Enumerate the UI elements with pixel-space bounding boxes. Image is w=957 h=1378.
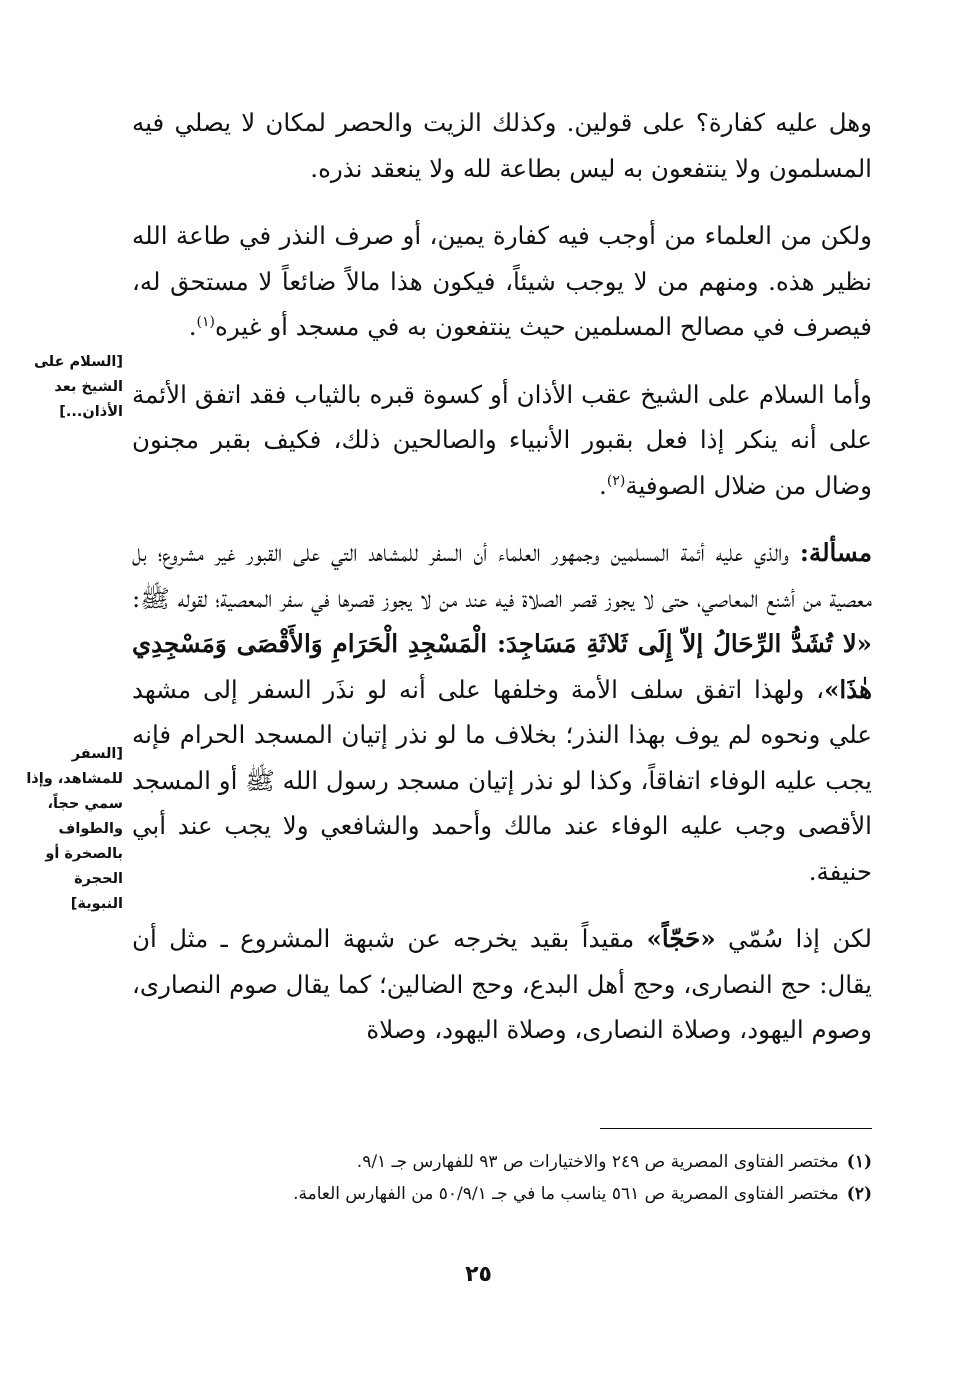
paragraph-2-tail: . bbox=[188, 312, 197, 341]
main-text-block bbox=[132, 100, 872, 1075]
page-number: ٢٥ bbox=[465, 1262, 492, 1287]
paragraph-3-text: وأما السلام على الشيخ عقب الأذان أو كسوة قبره بالثياب فقد اتفق الأئمة على أنه ينكر إذا فعل بقبور الأنبياء والصالحين ذلك، فكيف بقبر مجنون وضال من ضلال الصوفية bbox=[132, 379, 872, 500]
footnote-ref-2[interactable]: (٢) bbox=[606, 472, 626, 489]
paragraph-2 bbox=[132, 213, 872, 350]
paragraph-2-text: ولكن من العلماء من أوجب فيه كفارة يمين، أو صرف النذر في طاعة الله نظير هذه. ومنهم من لا يوجب شيئاً، فيكون هذا مالاً ضائعاً لا مستحق له، فيصرف في مصالح المسلمين حيث ينتفعون به في مسجد أو غيره bbox=[132, 221, 872, 341]
footnote-separator bbox=[600, 1128, 872, 1129]
footnote-2-mark: (٢) bbox=[846, 1184, 872, 1204]
paragraph-1-text: وهل عليه كفارة؟ على قولين. وكذلك الزيت والحصر لمكان لا يصلي فيه المسلمون ولا ينتفعون به ليس بطاعة لله ولا ينعقد نذره. bbox=[132, 108, 872, 183]
paragraph-5 bbox=[132, 916, 872, 1053]
margin-note-travel: [السفر للمشاهد، وإذا سمي حجاً، والطواف بالصخرة أو الحجرة النبوية] bbox=[26, 746, 123, 912]
paragraph-3-tail: . bbox=[599, 470, 607, 500]
footnote-1-text: مختصر الفتاوى المصرية ص ٢٤٩ والاختيارات ص ٩٣ للفهارس جـ ٩/١. bbox=[356, 1152, 839, 1172]
footnotes bbox=[132, 1146, 872, 1210]
paragraph-4-lead: مسألة: bbox=[799, 538, 872, 567]
paragraph-5-after: مقيداً بقيد يخرجه عن شبهة المشروع ـ مثل أن يقال: حج النصارى، وحج أهل البدع، وحج الضالين؛ كما يقال صوم النصارى، وصوم اليهود، وصلاة النصارى، وصلاة اليهود، وصلاة bbox=[132, 924, 872, 1044]
paragraph-4-after-hadith: ، ولهذا اتفق سلف الأمة وخلفها على أنه لو نذَر السفر إلى مشهد علي ونحوه لم يوف بهذا النذر؛ بخلاف ما لو نذر إتيان المسجد الحرام فإنه يجب عليه الوفاء اتفاقاً، وكذا لو نذر إتيان مسجد رسول الله ﷺ أو المسجد الأقصى وجب عليه الوفاء عند مالك وأحمد والشافعي ولا يجب عند أبي حنيفة. bbox=[132, 674, 872, 886]
footnote-ref-1[interactable]: (١) bbox=[196, 313, 215, 330]
hadith-quote: «لا تُشَدُّ الرِّحَالُ إلاّ إِلَى ثَلاثَةِ مَسَاجِدَ: الْمَسْجِدِ الْحَرَامِ وَالأَقْصَى وَمَسْجِدِي هٰذَا» bbox=[132, 629, 872, 704]
footnote-2 bbox=[132, 1178, 872, 1210]
footnote-1-mark: (١) bbox=[846, 1152, 872, 1172]
paragraph-3 bbox=[132, 372, 872, 509]
paragraph-5-before: لكن إذا سُمّي bbox=[715, 924, 872, 953]
paragraph-1 bbox=[132, 100, 872, 191]
paragraph-4-before-hadith: والذي عليه أئمة المسلمين وجمهور العلماء أن السفر للمشاهد التي على القبور غير مشروع؛ بل معصية من أشنع المعاصي، حتى لا يجوز قصر الصلاة فيه عند من لا يجوز قصرها في سفر المعصية؛ لقوله ﷺ: bbox=[132, 538, 872, 613]
footnote-2-text: مختصر الفتاوى المصرية ص ٥٦١ يناسب ما في جـ ٥٠/٩/١ من الفهارس العامة. bbox=[293, 1184, 839, 1204]
margin-note-salam: [السلام على الشيخ بعد الأذان...] bbox=[34, 354, 123, 420]
paragraph-4 bbox=[132, 530, 872, 894]
paragraph-5-term: «حَجّاً» bbox=[646, 924, 716, 953]
footnote-1 bbox=[132, 1146, 872, 1178]
